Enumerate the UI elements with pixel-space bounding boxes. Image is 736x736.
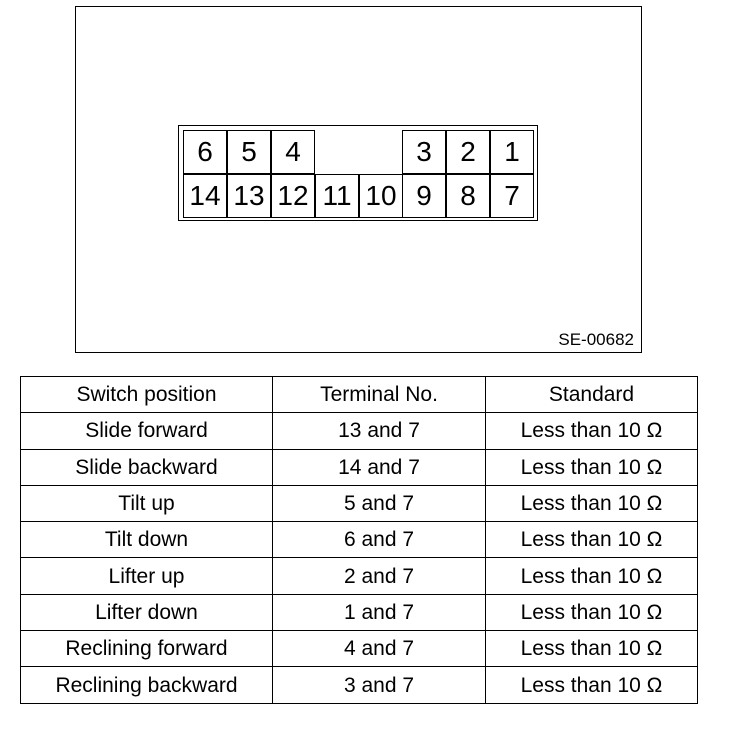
cell-standard: Less than 10 Ω: [486, 522, 698, 558]
cell-switch-position: Reclining backward: [21, 667, 273, 703]
connector-pin-empty: [359, 130, 403, 174]
connector-pin-9: 9: [402, 174, 446, 218]
cell-standard: Less than 10 Ω: [486, 413, 698, 449]
table-row: [21, 413, 698, 449]
table-row: [21, 631, 698, 667]
connector-pin-11: 11: [315, 174, 359, 218]
connector-pin-6: 6: [183, 130, 227, 174]
cell-terminal-no: 14 and 7: [273, 449, 486, 485]
cell-standard: Less than 10 Ω: [486, 485, 698, 521]
cell-switch-position: Lifter up: [21, 558, 273, 594]
cell-standard: Less than 10 Ω: [486, 667, 698, 703]
cell-switch-position: Tilt down: [21, 522, 273, 558]
table-row: [21, 594, 698, 630]
connector-pin-3: 3: [402, 130, 446, 174]
cell-terminal-no: 3 and 7: [273, 667, 486, 703]
cell-terminal-no: 6 and 7: [273, 522, 486, 558]
cell-standard: Less than 10 Ω: [486, 594, 698, 630]
table-header-row: [21, 377, 698, 413]
cell-standard: Less than 10 Ω: [486, 631, 698, 667]
header-terminal-no: Terminal No.: [273, 377, 486, 413]
table-row: [21, 558, 698, 594]
header-switch-position: Switch position: [21, 377, 273, 413]
connector-pin-empty: [315, 130, 359, 174]
connector-pin-1: 1: [490, 130, 534, 174]
cell-terminal-no: 2 and 7: [273, 558, 486, 594]
cell-switch-position: Reclining forward: [21, 631, 273, 667]
figure-code: SE-00682: [558, 330, 634, 349]
switch-inspection-table: [20, 376, 698, 704]
connector-pin-7: 7: [490, 174, 534, 218]
cell-terminal-no: 5 and 7: [273, 485, 486, 521]
cell-switch-position: Slide forward: [21, 413, 273, 449]
table-row: [21, 667, 698, 703]
connector-pin-12: 12: [271, 174, 315, 218]
connector-pin-4: 4: [271, 130, 315, 174]
connector-pin-8: 8: [446, 174, 490, 218]
connector-figure: [75, 6, 642, 353]
cell-switch-position: Lifter down: [21, 594, 273, 630]
cell-terminal-no: 4 and 7: [273, 631, 486, 667]
cell-switch-position: Tilt up: [21, 485, 273, 521]
cell-standard: Less than 10 Ω: [486, 449, 698, 485]
table-row: [21, 449, 698, 485]
connector-pin-10: 10: [359, 174, 403, 218]
cell-switch-position: Slide backward: [21, 449, 273, 485]
header-standard: Standard: [486, 377, 698, 413]
connector-pin-5: 5: [227, 130, 271, 174]
table-row: [21, 485, 698, 521]
connector-pin-13: 13: [227, 174, 271, 218]
connector-pin-2: 2: [446, 130, 490, 174]
cell-terminal-no: 1 and 7: [273, 594, 486, 630]
connector-pin-14: 14: [183, 174, 227, 218]
connector-face: [178, 125, 538, 221]
table-row: [21, 522, 698, 558]
cell-standard: Less than 10 Ω: [486, 558, 698, 594]
cell-terminal-no: 13 and 7: [273, 413, 486, 449]
